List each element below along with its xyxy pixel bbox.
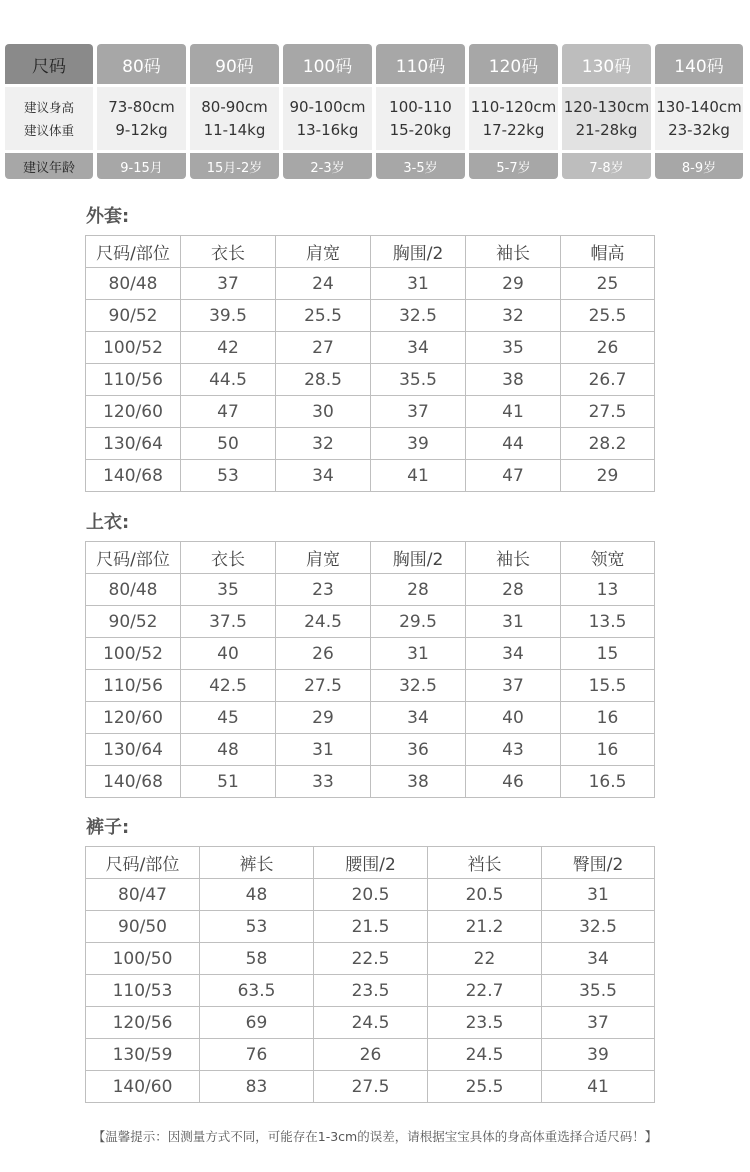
column-header: 裆长	[428, 847, 542, 879]
size-cell: 140/68	[86, 766, 181, 798]
size-cell: 140/60	[86, 1071, 200, 1103]
measurement-cell: 40	[181, 638, 276, 670]
measurement-cell: 16.5	[561, 766, 655, 798]
size-cell: 110/56	[86, 670, 181, 702]
measurement-cell: 39	[542, 1039, 655, 1071]
size-cell: 80/48	[86, 574, 181, 606]
measurement-cell: 25.5	[561, 300, 655, 332]
measurement-cell: 83	[200, 1071, 314, 1103]
measurement-cell: 28.5	[276, 364, 371, 396]
table-header-row	[86, 847, 655, 879]
table-row	[86, 332, 655, 364]
measurement-cell: 13	[561, 574, 655, 606]
height-weight-label	[5, 87, 93, 150]
size-column-140	[655, 44, 743, 179]
measurement-cell: 42.5	[181, 670, 276, 702]
measurement-cell: 37.5	[181, 606, 276, 638]
measurement-cell: 20.5	[314, 879, 428, 911]
measurement-cell: 44	[466, 428, 561, 460]
measurement-cell: 34	[542, 943, 655, 975]
measurement-cell: 31	[466, 606, 561, 638]
measurement-cell: 26	[276, 638, 371, 670]
measurement-cell: 69	[200, 1007, 314, 1039]
size-age: 2-3岁	[283, 153, 372, 179]
measurement-cell: 35.5	[371, 364, 466, 396]
size-height: 100-110	[389, 97, 452, 116]
measurement-cell: 53	[200, 911, 314, 943]
table-row	[86, 670, 655, 702]
measurement-cell: 35	[181, 574, 276, 606]
size-cell: 100/50	[86, 943, 200, 975]
size-name: 130码	[562, 44, 651, 84]
size-cell: 110/56	[86, 364, 181, 396]
size-name: 90码	[190, 44, 279, 84]
size-age: 9-15月	[97, 153, 186, 179]
measurement-cell: 36	[371, 734, 466, 766]
size-age: 5-7岁	[469, 153, 558, 179]
table-row	[86, 1039, 655, 1071]
column-header: 肩宽	[276, 236, 371, 268]
table-row	[86, 766, 655, 798]
column-header: 帽高	[561, 236, 655, 268]
measurement-cell: 48	[200, 879, 314, 911]
measurement-cell: 37	[542, 1007, 655, 1039]
height-label: 建议身高	[23, 99, 74, 115]
measurement-cell: 45	[181, 702, 276, 734]
measurement-cell: 25.5	[276, 300, 371, 332]
size-name: 100码	[283, 44, 372, 84]
size-height: 90-100cm	[289, 97, 366, 116]
size-column-120	[469, 44, 558, 179]
size-age: 15月-2岁	[190, 153, 279, 179]
measurement-cell: 39	[371, 428, 466, 460]
coat-size-table	[85, 235, 655, 492]
measurement-cell: 63.5	[200, 975, 314, 1007]
column-header: 尺码/部位	[86, 542, 181, 574]
size-cell: 80/47	[86, 879, 200, 911]
top-size-table	[85, 541, 655, 798]
size-guide-label-column	[5, 44, 93, 179]
size-name: 80码	[97, 44, 186, 84]
measurement-cell: 41	[371, 460, 466, 492]
measurement-cell: 50	[181, 428, 276, 460]
table-row	[86, 943, 655, 975]
size-weight: 17-22kg	[482, 120, 545, 139]
measurement-cell: 34	[371, 332, 466, 364]
table-row	[86, 364, 655, 396]
measurement-cell: 16	[561, 734, 655, 766]
table-row	[86, 268, 655, 300]
measurement-cell: 29	[561, 460, 655, 492]
measurement-cell: 28	[371, 574, 466, 606]
size-cell: 130/64	[86, 428, 181, 460]
measurement-cell: 24.5	[314, 1007, 428, 1039]
measurement-cell: 22.5	[314, 943, 428, 975]
measurement-cell: 23.5	[314, 975, 428, 1007]
column-header: 腰围/2	[314, 847, 428, 879]
measurement-cell: 29.5	[371, 606, 466, 638]
table-header-row	[86, 542, 655, 574]
measurement-cell: 31	[371, 268, 466, 300]
measurement-cell: 24.5	[428, 1039, 542, 1071]
measurement-cell: 44.5	[181, 364, 276, 396]
measurement-cell: 28.2	[561, 428, 655, 460]
measurement-cell: 30	[276, 396, 371, 428]
table-row	[86, 911, 655, 943]
measurement-cell: 35.5	[542, 975, 655, 1007]
size-weight: 11-14kg	[203, 120, 266, 139]
size-cell: 90/52	[86, 300, 181, 332]
measurement-cell: 27.5	[276, 670, 371, 702]
measurement-cell: 43	[466, 734, 561, 766]
measurement-cell: 76	[200, 1039, 314, 1071]
table-row	[86, 1007, 655, 1039]
size-weight: 23-32kg	[668, 120, 730, 139]
column-header: 尺码/部位	[86, 236, 181, 268]
age-label: 建议年龄	[5, 153, 93, 179]
measurement-cell: 32	[466, 300, 561, 332]
measurement-cell: 42	[181, 332, 276, 364]
measurement-cell: 48	[181, 734, 276, 766]
measurement-cell: 15	[561, 638, 655, 670]
measurement-cell: 26	[561, 332, 655, 364]
measurement-cell: 24	[276, 268, 371, 300]
size-cell: 130/59	[86, 1039, 200, 1071]
column-header: 衣长	[181, 542, 276, 574]
column-header: 尺码/部位	[86, 847, 200, 879]
measurement-cell: 31	[276, 734, 371, 766]
table-row	[86, 460, 655, 492]
size-cell: 80/48	[86, 268, 181, 300]
pants-size-table	[85, 846, 655, 1103]
size-height-weight	[283, 87, 372, 150]
measurement-cell: 22	[428, 943, 542, 975]
size-cell: 90/50	[86, 911, 200, 943]
measurement-cell: 25	[561, 268, 655, 300]
measurement-cell: 32.5	[371, 300, 466, 332]
size-name: 110码	[376, 44, 465, 84]
table-row	[86, 702, 655, 734]
size-height-weight	[97, 87, 186, 150]
size-height: 80-90cm	[201, 97, 268, 116]
size-column-110	[376, 44, 465, 179]
size-cell: 140/68	[86, 460, 181, 492]
measurement-cell: 53	[181, 460, 276, 492]
column-header: 胸围/2	[371, 236, 466, 268]
column-header: 袖长	[466, 542, 561, 574]
measurement-cell: 34	[371, 702, 466, 734]
size-weight: 9-12kg	[115, 120, 168, 139]
size-cell: 100/52	[86, 638, 181, 670]
measurement-cell: 41	[466, 396, 561, 428]
size-age: 8-9岁	[655, 153, 743, 179]
measurement-cell: 13.5	[561, 606, 655, 638]
measurement-cell: 21.2	[428, 911, 542, 943]
table-row	[86, 396, 655, 428]
coat-section-title: 外套:	[86, 206, 130, 227]
size-age: 7-8岁	[562, 153, 651, 179]
measurement-cell: 41	[542, 1071, 655, 1103]
measurement-cell: 40	[466, 702, 561, 734]
column-header: 袖长	[466, 236, 561, 268]
measurement-cell: 33	[276, 766, 371, 798]
size-age: 3-5岁	[376, 153, 465, 179]
table-header-row	[86, 236, 655, 268]
size-name: 120码	[469, 44, 558, 84]
measurement-cell: 32	[276, 428, 371, 460]
table-row	[86, 428, 655, 460]
table-row	[86, 606, 655, 638]
measurement-cell: 38	[466, 364, 561, 396]
column-header: 肩宽	[276, 542, 371, 574]
table-row	[86, 574, 655, 606]
measurement-cell: 25.5	[428, 1071, 542, 1103]
measurement-cell: 15.5	[561, 670, 655, 702]
measurement-cell: 38	[371, 766, 466, 798]
measurement-cell: 23.5	[428, 1007, 542, 1039]
table-row	[86, 300, 655, 332]
table-row	[86, 734, 655, 766]
size-cell: 90/52	[86, 606, 181, 638]
measurement-cell: 31	[371, 638, 466, 670]
footer-note: 【温馨提示：因测量方式不同，可能存在1-3cm的误差，请根据宝宝具体的身高体重选择合适尺码！】	[92, 1129, 658, 1144]
size-cell: 100/52	[86, 332, 181, 364]
table-row	[86, 879, 655, 911]
top-section-title: 上衣:	[86, 512, 130, 533]
size-height-weight	[562, 87, 651, 150]
measurement-cell: 51	[181, 766, 276, 798]
size-column-80	[97, 44, 186, 179]
size-weight: 21-28kg	[575, 120, 638, 139]
size-height-weight	[376, 87, 465, 150]
size-height: 130-140cm	[656, 97, 742, 116]
size-cell: 130/64	[86, 734, 181, 766]
measurement-cell: 20.5	[428, 879, 542, 911]
measurement-cell: 21.5	[314, 911, 428, 943]
measurement-cell: 28	[466, 574, 561, 606]
measurement-cell: 39.5	[181, 300, 276, 332]
measurement-cell: 26.7	[561, 364, 655, 396]
size-cell: 120/56	[86, 1007, 200, 1039]
size-column-90	[190, 44, 279, 179]
size-height-weight	[190, 87, 279, 150]
measurement-cell: 37	[371, 396, 466, 428]
size-cell: 120/60	[86, 702, 181, 734]
size-height: 120-130cm	[563, 97, 650, 116]
size-height: 73-80cm	[108, 97, 175, 116]
measurement-cell: 27	[276, 332, 371, 364]
column-header: 衣长	[181, 236, 276, 268]
size-column-100	[283, 44, 372, 179]
measurement-cell: 29	[276, 702, 371, 734]
measurement-cell: 37	[181, 268, 276, 300]
size-weight: 15-20kg	[389, 120, 452, 139]
size-weight: 13-16kg	[296, 120, 359, 139]
size-height: 110-120cm	[470, 97, 557, 116]
column-header: 胸围/2	[371, 542, 466, 574]
measurement-cell: 27.5	[561, 396, 655, 428]
measurement-cell: 32.5	[542, 911, 655, 943]
measurement-cell: 27.5	[314, 1071, 428, 1103]
measurement-cell: 22.7	[428, 975, 542, 1007]
table-row	[86, 1071, 655, 1103]
size-cell: 110/53	[86, 975, 200, 1007]
size-height-weight	[469, 87, 558, 150]
size-name: 140码	[655, 44, 743, 84]
table-row	[86, 638, 655, 670]
measurement-cell: 32.5	[371, 670, 466, 702]
table-row	[86, 975, 655, 1007]
measurement-cell: 47	[181, 396, 276, 428]
pants-section-title: 裤子:	[86, 817, 130, 838]
measurement-cell: 46	[466, 766, 561, 798]
size-column-130	[562, 44, 651, 179]
measurement-cell: 31	[542, 879, 655, 911]
column-header: 领宽	[561, 542, 655, 574]
column-header: 臀围/2	[542, 847, 655, 879]
measurement-cell: 23	[276, 574, 371, 606]
measurement-cell: 34	[466, 638, 561, 670]
measurement-cell: 35	[466, 332, 561, 364]
measurement-cell: 34	[276, 460, 371, 492]
size-height-weight	[655, 87, 743, 150]
column-header: 裤长	[200, 847, 314, 879]
measurement-cell: 47	[466, 460, 561, 492]
size-header-label: 尺码	[5, 44, 93, 84]
measurement-cell: 26	[314, 1039, 428, 1071]
measurement-cell: 37	[466, 670, 561, 702]
measurement-cell: 16	[561, 702, 655, 734]
measurement-cell: 24.5	[276, 606, 371, 638]
measurement-cell: 58	[200, 943, 314, 975]
size-cell: 120/60	[86, 396, 181, 428]
measurement-cell: 29	[466, 268, 561, 300]
weight-label: 建议体重	[23, 122, 74, 138]
